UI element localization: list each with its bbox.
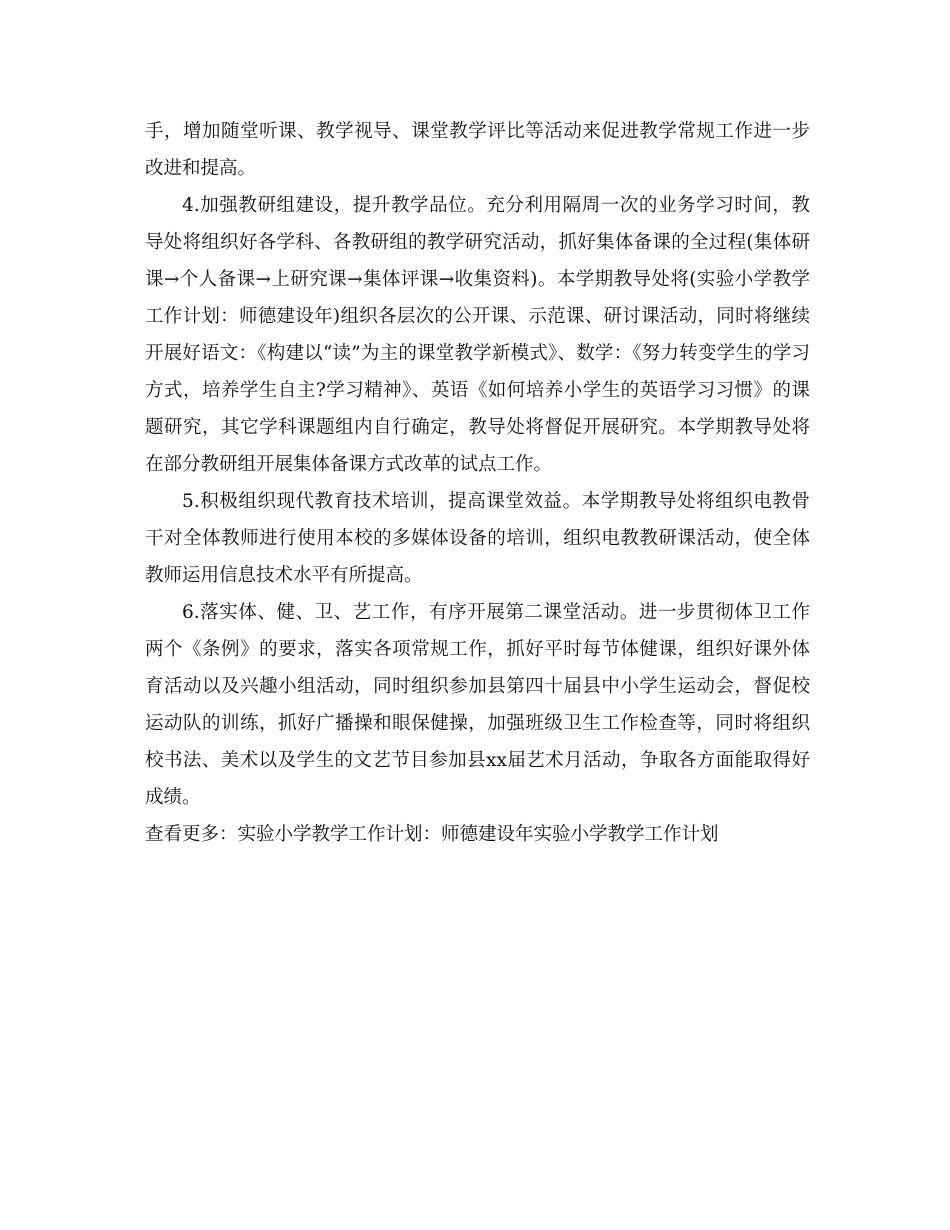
- see-more-link[interactable]: 查看更多：实验小学教学工作计划：师德建设年实验小学教学工作计划: [145, 824, 719, 845]
- paragraph-continuation: 手，增加随堂听课、教学视导、课堂教学评比等活动来促进教学常规工作进一步改进和提高。: [145, 121, 810, 179]
- paragraph-item-6: 6.落实体、健、卫、艺工作，有序开展第二课堂活动。进一步贯彻体卫工作两个《条例》的要求，落实各项常规工作，抓好平时每节体健课，组织好课外体育活动以及兴趣小组活动，同时组织参加县第四十届县中小学生运动会，督促校运动队的训练，抓好广播操和眼保健操，加强班级卫生工作检查等，同时将组织校书法、美术以及学生的文艺节目参加县xx届艺术月活动，争取各方面能取得好成绩。: [145, 602, 810, 808]
- paragraph-item-5: 5.积极组织现代教育技术培训，提高课堂效益。本学期教导处将组织电教骨干对全体教师进行使用本校的多媒体设备的培训，组织电教教研课活动，使全体教师运用信息技术水平有所提高。: [145, 491, 810, 586]
- paragraph-item-4: 4.加强教研组建设，提升教学品位。充分利用隔周一次的业务学习时间，教导处将组织好各学科、各教研组的教学研究活动，抓好集体备课的全过程(集体研课→个人备课→上研究课→集体评课→收集资料)。本学期教导处将(实验小学教学工作计划：师德建设年)组织各层次的公开课、示范课、研讨课活动，同时将继续开展好语文：《构建以“读”为主的课堂教学新模式》、数学：《努力转变学生的学习方式，培养学生自主?学习精神》、英语《如何培养小学生的英语学习习惯》的课题研究，其它学科课题组内自行确定，教导处将督促开展研究。本学期教导处将在部分教研组开展集体备课方式改革的试点工作。: [145, 195, 810, 475]
- document-body: [145, 113, 810, 853]
